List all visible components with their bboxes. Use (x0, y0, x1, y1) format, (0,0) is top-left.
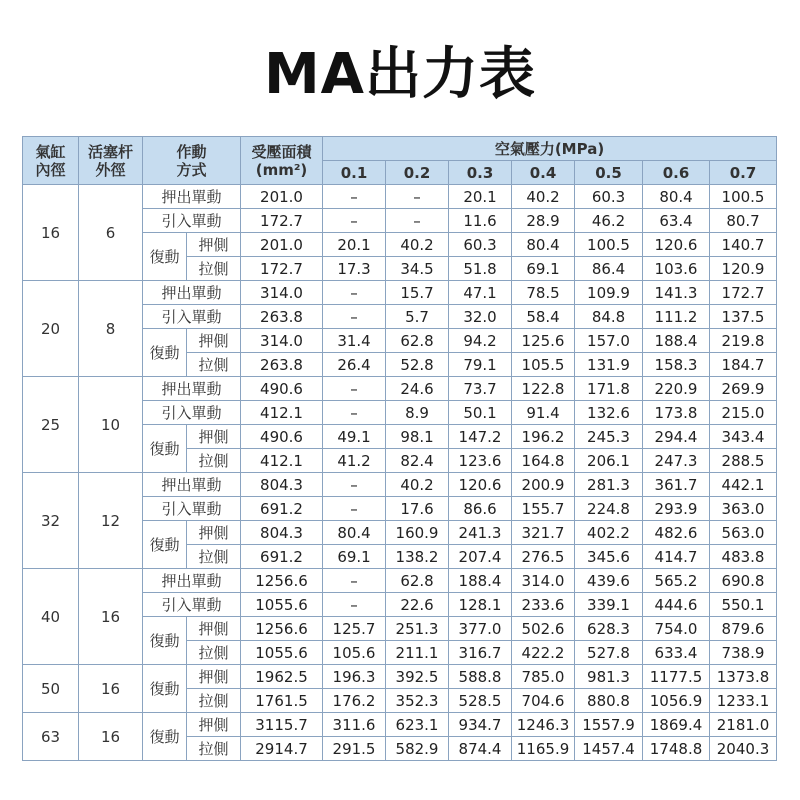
force-cell: 527.8 (575, 641, 643, 665)
bore-cell: 16 (23, 185, 79, 281)
force-cell: 125.7 (323, 617, 386, 641)
force-cell: 288.5 (710, 449, 777, 473)
force-cell: 269.9 (710, 377, 777, 401)
force-cell: 200.9 (512, 473, 575, 497)
rod-cell: 8 (79, 281, 143, 377)
force-cell: 1165.9 (512, 737, 575, 761)
header-pressure-value: 0.2 (386, 161, 449, 185)
header-pressure-value: 0.4 (512, 161, 575, 185)
bore-cell: 20 (23, 281, 79, 377)
force-cell: 91.4 (512, 401, 575, 425)
force-cell: 17.6 (386, 497, 449, 521)
force-cell: 588.8 (449, 665, 512, 689)
action-push-side: 押側 (187, 425, 241, 449)
force-cell: 123.6 (449, 449, 512, 473)
force-cell: 24.6 (386, 377, 449, 401)
force-cell: 138.2 (386, 545, 449, 569)
table-row (23, 569, 777, 593)
force-cell: 79.1 (449, 353, 512, 377)
table-row (23, 281, 777, 305)
force-cell: 172.7 (710, 281, 777, 305)
area-cell: 314.0 (241, 281, 323, 305)
force-cell: 1457.4 (575, 737, 643, 761)
area-cell: 691.2 (241, 497, 323, 521)
action-pull-single: 引入單動 (143, 593, 241, 617)
force-cell: 211.1 (386, 641, 449, 665)
action-double: 復動 (143, 617, 187, 665)
force-cell: 120.9 (710, 257, 777, 281)
force-cell: 109.9 (575, 281, 643, 305)
action-double: 復動 (143, 521, 187, 569)
action-double: 復動 (143, 329, 187, 377)
area-cell: 263.8 (241, 353, 323, 377)
force-cell: – (323, 401, 386, 425)
force-cell: 934.7 (449, 713, 512, 737)
force-cell: 78.5 (512, 281, 575, 305)
force-cell: 137.5 (710, 305, 777, 329)
force-cell: 52.8 (386, 353, 449, 377)
force-cell: 140.7 (710, 233, 777, 257)
force-cell: 188.4 (643, 329, 710, 353)
area-cell: 1055.6 (241, 641, 323, 665)
force-cell: 82.4 (386, 449, 449, 473)
table-row (23, 377, 777, 401)
force-cell: 422.2 (512, 641, 575, 665)
action-pull-side: 拉側 (187, 257, 241, 281)
table-row (23, 473, 777, 497)
force-cell: 40.2 (512, 185, 575, 209)
force-cell: 69.1 (323, 545, 386, 569)
header-bore: 氣缸 內徑 (23, 137, 79, 185)
bore-cell: 50 (23, 665, 79, 713)
force-cell: 321.7 (512, 521, 575, 545)
force-cell: 20.1 (323, 233, 386, 257)
force-cell: 105.6 (323, 641, 386, 665)
force-cell: 224.8 (575, 497, 643, 521)
force-cell: 28.9 (512, 209, 575, 233)
area-cell: 412.1 (241, 449, 323, 473)
page-title: MA出力表 (263, 42, 537, 107)
force-cell: 160.9 (386, 521, 449, 545)
action-pull-single: 引入單動 (143, 497, 241, 521)
force-cell: – (323, 377, 386, 401)
force-cell: 147.2 (449, 425, 512, 449)
force-cell: 94.2 (449, 329, 512, 353)
force-cell: 293.9 (643, 497, 710, 521)
output-table (22, 136, 777, 761)
header-pressure-value: 0.5 (575, 161, 643, 185)
action-push-side: 押側 (187, 665, 241, 689)
force-cell: 60.3 (575, 185, 643, 209)
force-cell: 122.8 (512, 377, 575, 401)
force-cell: 80.4 (512, 233, 575, 257)
force-cell: 294.4 (643, 425, 710, 449)
force-cell: 1869.4 (643, 713, 710, 737)
force-cell: 582.9 (386, 737, 449, 761)
area-cell: 691.2 (241, 545, 323, 569)
action-pull-side: 拉側 (187, 353, 241, 377)
force-cell: 442.1 (710, 473, 777, 497)
force-cell: 63.4 (643, 209, 710, 233)
force-cell: 176.2 (323, 689, 386, 713)
force-cell: 20.1 (449, 185, 512, 209)
force-cell: 2040.3 (710, 737, 777, 761)
force-cell: 1233.1 (710, 689, 777, 713)
force-cell: 40.2 (386, 233, 449, 257)
rod-cell: 16 (79, 713, 143, 761)
force-cell: 34.5 (386, 257, 449, 281)
force-cell: 311.6 (323, 713, 386, 737)
action-pull-side: 拉側 (187, 641, 241, 665)
table-body (23, 185, 777, 761)
force-cell: 73.7 (449, 377, 512, 401)
force-cell: 51.8 (449, 257, 512, 281)
force-cell: 220.9 (643, 377, 710, 401)
force-cell: 206.1 (575, 449, 643, 473)
force-cell: 1748.8 (643, 737, 710, 761)
force-cell: 86.6 (449, 497, 512, 521)
force-cell: 5.7 (386, 305, 449, 329)
rod-cell: 12 (79, 473, 143, 569)
force-cell: 550.1 (710, 593, 777, 617)
bore-cell: 25 (23, 377, 79, 473)
rod-cell: 10 (79, 377, 143, 473)
force-cell: – (323, 473, 386, 497)
force-cell: 343.4 (710, 425, 777, 449)
force-cell: 86.4 (575, 257, 643, 281)
action-push-side: 押側 (187, 329, 241, 353)
rod-cell: 6 (79, 185, 143, 281)
force-cell: 188.4 (449, 569, 512, 593)
force-cell: 874.4 (449, 737, 512, 761)
force-cell: 879.6 (710, 617, 777, 641)
force-cell: 704.6 (512, 689, 575, 713)
force-cell: 276.5 (512, 545, 575, 569)
header-pressure: 空氣壓力(MPa) (323, 137, 777, 161)
force-cell: 981.3 (575, 665, 643, 689)
force-cell: 247.3 (643, 449, 710, 473)
force-cell: 158.3 (643, 353, 710, 377)
force-cell: 1177.5 (643, 665, 710, 689)
force-cell: 528.5 (449, 689, 512, 713)
force-cell: 47.1 (449, 281, 512, 305)
force-cell: 128.1 (449, 593, 512, 617)
force-cell: 482.6 (643, 521, 710, 545)
force-cell: 563.0 (710, 521, 777, 545)
area-cell: 804.3 (241, 473, 323, 497)
force-cell: 173.8 (643, 401, 710, 425)
force-cell: 62.8 (386, 569, 449, 593)
force-cell: 363.0 (710, 497, 777, 521)
force-cell: 339.1 (575, 593, 643, 617)
force-cell: 80.4 (323, 521, 386, 545)
area-cell: 1256.6 (241, 617, 323, 641)
action-pull-side: 拉側 (187, 545, 241, 569)
force-cell: 316.7 (449, 641, 512, 665)
force-cell: 483.8 (710, 545, 777, 569)
rod-cell: 16 (79, 665, 143, 713)
force-cell: 111.2 (643, 305, 710, 329)
force-cell: 392.5 (386, 665, 449, 689)
force-cell: 245.3 (575, 425, 643, 449)
force-cell: 26.4 (323, 353, 386, 377)
force-cell: – (323, 185, 386, 209)
force-cell: 157.0 (575, 329, 643, 353)
force-cell: 41.2 (323, 449, 386, 473)
force-cell: 141.3 (643, 281, 710, 305)
force-cell: 46.2 (575, 209, 643, 233)
area-cell: 412.1 (241, 401, 323, 425)
area-cell: 1761.5 (241, 689, 323, 713)
force-cell: 361.7 (643, 473, 710, 497)
force-cell: 120.6 (449, 473, 512, 497)
bore-cell: 40 (23, 569, 79, 665)
header-pressure-value: 0.3 (449, 161, 512, 185)
force-cell: 8.9 (386, 401, 449, 425)
area-cell: 263.8 (241, 305, 323, 329)
action-double: 復動 (143, 713, 187, 761)
force-cell: 1557.9 (575, 713, 643, 737)
action-push-side: 押側 (187, 617, 241, 641)
force-cell: 738.9 (710, 641, 777, 665)
force-cell: 219.8 (710, 329, 777, 353)
force-cell: 15.7 (386, 281, 449, 305)
force-cell: 439.6 (575, 569, 643, 593)
action-pull-side: 拉側 (187, 737, 241, 761)
force-cell: 241.3 (449, 521, 512, 545)
area-cell: 2914.7 (241, 737, 323, 761)
area-cell: 1962.5 (241, 665, 323, 689)
force-cell: 785.0 (512, 665, 575, 689)
force-cell: 84.8 (575, 305, 643, 329)
force-cell: 196.3 (323, 665, 386, 689)
force-cell: 314.0 (512, 569, 575, 593)
header-action: 作動 方式 (143, 137, 241, 185)
action-double: 復動 (143, 425, 187, 473)
action-push-single: 押出單動 (143, 185, 241, 209)
force-cell: 100.5 (575, 233, 643, 257)
area-cell: 314.0 (241, 329, 323, 353)
force-cell: 623.1 (386, 713, 449, 737)
header-pressure-value: 0.6 (643, 161, 710, 185)
force-cell: 164.8 (512, 449, 575, 473)
force-cell: 40.2 (386, 473, 449, 497)
force-cell: 377.0 (449, 617, 512, 641)
force-cell: 131.9 (575, 353, 643, 377)
force-cell: 22.6 (386, 593, 449, 617)
force-cell: – (323, 497, 386, 521)
force-cell: 444.6 (643, 593, 710, 617)
force-cell: 80.7 (710, 209, 777, 233)
action-push-single: 押出單動 (143, 473, 241, 497)
action-pull-single: 引入單動 (143, 401, 241, 425)
force-cell: 215.0 (710, 401, 777, 425)
force-cell: 251.3 (386, 617, 449, 641)
force-cell: 80.4 (643, 185, 710, 209)
action-pull-single: 引入單動 (143, 305, 241, 329)
action-push-side: 押側 (187, 521, 241, 545)
force-cell: 880.8 (575, 689, 643, 713)
header-pressure-value: 0.1 (323, 161, 386, 185)
force-cell: – (323, 281, 386, 305)
force-cell: 628.3 (575, 617, 643, 641)
area-cell: 172.7 (241, 257, 323, 281)
force-cell: 402.2 (575, 521, 643, 545)
force-cell: 1373.8 (710, 665, 777, 689)
force-cell: 103.6 (643, 257, 710, 281)
force-cell: 345.6 (575, 545, 643, 569)
force-cell: 62.8 (386, 329, 449, 353)
area-cell: 172.7 (241, 209, 323, 233)
action-push-single: 押出單動 (143, 377, 241, 401)
force-cell: 69.1 (512, 257, 575, 281)
area-cell: 490.6 (241, 425, 323, 449)
table-row (23, 665, 777, 689)
force-cell: 207.4 (449, 545, 512, 569)
action-double: 復動 (143, 665, 187, 713)
force-cell: 32.0 (449, 305, 512, 329)
action-pull-side: 拉側 (187, 449, 241, 473)
force-cell: 281.3 (575, 473, 643, 497)
header-rod: 活塞杆 外徑 (79, 137, 143, 185)
force-cell: 17.3 (323, 257, 386, 281)
area-cell: 1055.6 (241, 593, 323, 617)
force-cell: 184.7 (710, 353, 777, 377)
action-push-single: 押出單動 (143, 569, 241, 593)
force-cell: – (323, 305, 386, 329)
header-pressure-value: 0.7 (710, 161, 777, 185)
area-cell: 1256.6 (241, 569, 323, 593)
force-cell: 50.1 (449, 401, 512, 425)
force-cell: – (386, 185, 449, 209)
force-cell: 502.6 (512, 617, 575, 641)
force-cell: 754.0 (643, 617, 710, 641)
force-cell: 233.6 (512, 593, 575, 617)
area-cell: 3115.7 (241, 713, 323, 737)
force-cell: – (386, 209, 449, 233)
force-cell: 565.2 (643, 569, 710, 593)
force-cell: – (323, 209, 386, 233)
area-cell: 804.3 (241, 521, 323, 545)
force-cell: 132.6 (575, 401, 643, 425)
header-area: 受壓面積 (mm²) (241, 137, 323, 185)
force-cell: 60.3 (449, 233, 512, 257)
area-cell: 201.0 (241, 233, 323, 257)
action-double: 復動 (143, 233, 187, 281)
force-cell: 2181.0 (710, 713, 777, 737)
force-cell: 98.1 (386, 425, 449, 449)
bore-cell: 63 (23, 713, 79, 761)
table-row (23, 185, 777, 209)
force-cell: 196.2 (512, 425, 575, 449)
force-cell: 291.5 (323, 737, 386, 761)
force-cell: 171.8 (575, 377, 643, 401)
force-cell: 414.7 (643, 545, 710, 569)
force-cell: 100.5 (710, 185, 777, 209)
action-push-side: 押側 (187, 713, 241, 737)
area-cell: 490.6 (241, 377, 323, 401)
force-cell: 11.6 (449, 209, 512, 233)
force-cell: 1056.9 (643, 689, 710, 713)
action-push-single: 押出單動 (143, 281, 241, 305)
force-cell: 352.3 (386, 689, 449, 713)
force-cell: 58.4 (512, 305, 575, 329)
action-pull-side: 拉側 (187, 689, 241, 713)
force-cell: 105.5 (512, 353, 575, 377)
force-cell: 633.4 (643, 641, 710, 665)
table-row (23, 713, 777, 737)
action-push-side: 押側 (187, 233, 241, 257)
force-cell: 120.6 (643, 233, 710, 257)
force-cell: 125.6 (512, 329, 575, 353)
force-cell: 49.1 (323, 425, 386, 449)
force-cell: 31.4 (323, 329, 386, 353)
rod-cell: 16 (79, 569, 143, 665)
force-cell: 1246.3 (512, 713, 575, 737)
force-cell: – (323, 593, 386, 617)
area-cell: 201.0 (241, 185, 323, 209)
bore-cell: 32 (23, 473, 79, 569)
action-pull-single: 引入單動 (143, 209, 241, 233)
force-cell: 690.8 (710, 569, 777, 593)
force-cell: 155.7 (512, 497, 575, 521)
force-cell: – (323, 569, 386, 593)
